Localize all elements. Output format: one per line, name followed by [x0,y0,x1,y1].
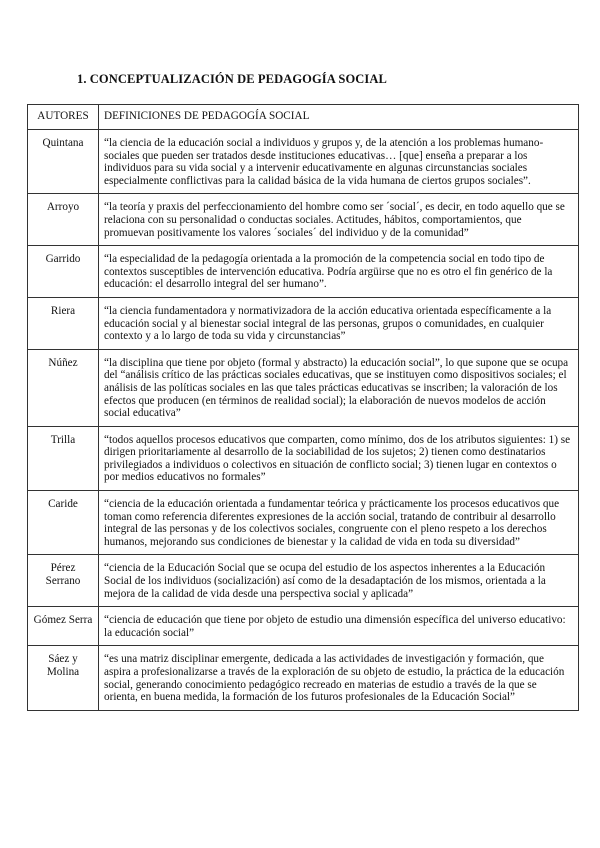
table-row [28,607,579,646]
author-cell: Garrido [28,246,99,298]
author-cell: Quintana [28,130,99,194]
table-row [28,130,579,194]
author-cell: Sáez y Molina [28,646,99,710]
definition-cell: “es una matriz disciplinar emergente, dedicada a las actividades de investigación y formación, que aspira a profesionalizarse a través de la exploración de su objeto de estudio, la práctica de la educación social, generando conocimiento pedagógico recreado en materias de estudio a través de la que se orienta, en buena medida, la formación de los futuros profesionales de la Educación Social” [99,646,579,710]
author-cell: Trilla [28,426,99,490]
definition-cell: “la ciencia de la educación social a individuos y grupos y, de la atención a los problemas humano-sociales que pueden ser tratados desde instituciones educativas… [que] enseña a preparar a los individuos para su vida social y a intervenir educativamente en algunas circunstancias sociales especialmente conflictivas para la calidad básica de la vida humana de ciertos grupos sociales”. [99,130,579,194]
definition-cell: “ciencia de la Educación Social que se ocupa del estudio de los aspectos inherentes a la Educación Social de los individuos (socialización) así como de la desadaptación de los mismos, orientada a la mejora de la calidad de vida desde una perspectiva social y aplicada” [99,555,579,607]
author-cell: Núñez [28,349,99,426]
definition-cell: “ciencia de la educación orientada a fundamentar teórica y prácticamente los procesos educativos que toman como referencia diferentes expresiones de la acción social, tratando de contribuir al desarrollo integral de las personas y de los colectivos sociales, congruente con el pleno respeto a los derechos humanos, mejorando sus condiciones de bienestar y la calidad de vida en toda su diversidad” [99,491,579,555]
section-heading: 1. CONCEPTUALIZACIÓN DE PEDAGOGÍA SOCIAL [77,72,387,86]
author-cell: Arroyo [28,194,99,246]
table-row [28,349,579,426]
definition-cell: “la ciencia fundamentadora y normativizadora de la acción educativa orientada específicamente a la educación social y al bienestar social integral de las personas, grupos o comunidades, en cualquier contexto y a lo largo de toda su vida y circunstancias” [99,297,579,349]
table-row [28,194,579,246]
definition-cell: “ciencia de educación que tiene por objeto de estudio una dimensión específica del universo educativo: la educación social” [99,607,579,646]
definition-cell: “la disciplina que tiene por objeto (formal y abstracto) la educación social”, lo que supone que se ocupa del “análisis crítico de las prácticas sociales educativas, que se instituyen como dispositivos sociales; el análisis de las políticas sociales en las que tales prácticas educativas se inscriben; la valoración de los efectos que producen (en términos de realidad social); la elaboración de nuevos modelos de acción social educativa” [99,349,579,426]
table-header-row [28,105,579,130]
author-cell: Gómez Serra [28,607,99,646]
definition-cell: “la teoría y praxis del perfeccionamiento del hombre como ser ´social´, es decir, en todo aquello que se relaciona con su personalidad o conductas sociales. Actitudes, hábitos, comportamientos, que promuevan positivamente los valores ´sociales´ del individuo y de la comunidad” [99,194,579,246]
author-cell: Riera [28,297,99,349]
table-row [28,646,579,710]
definitions-table [27,104,579,711]
author-cell: Pérez Serrano [28,555,99,607]
column-header-authors: AUTORES [28,105,99,130]
table-row [28,426,579,490]
table-row [28,555,579,607]
table-row [28,246,579,298]
table-row [28,491,579,555]
column-header-definitions: DEFINICIONES DE PEDAGOGÍA SOCIAL [99,105,579,130]
author-cell: Caride [28,491,99,555]
table-row [28,297,579,349]
definition-cell: “la especialidad de la pedagogía orientada a la promoción de la competencia social en todo tipo de contextos susceptibles de intervención educativa. Podría argüirse que no es otro el fin genérico de la educación: el desarrollo integral del ser humano”. [99,246,579,298]
definition-cell: “todos aquellos procesos educativos que comparten, como mínimo, dos de los atributos siguientes: 1) se dirigen prioritariamente al desarrollo de la sociabilidad de los sujetos; 2) tienen como destinatarios privilegiados a individuos o colectivos en situación de conflicto social; 3) tienen lugar en contextos o por medios educativos no formales” [99,426,579,490]
